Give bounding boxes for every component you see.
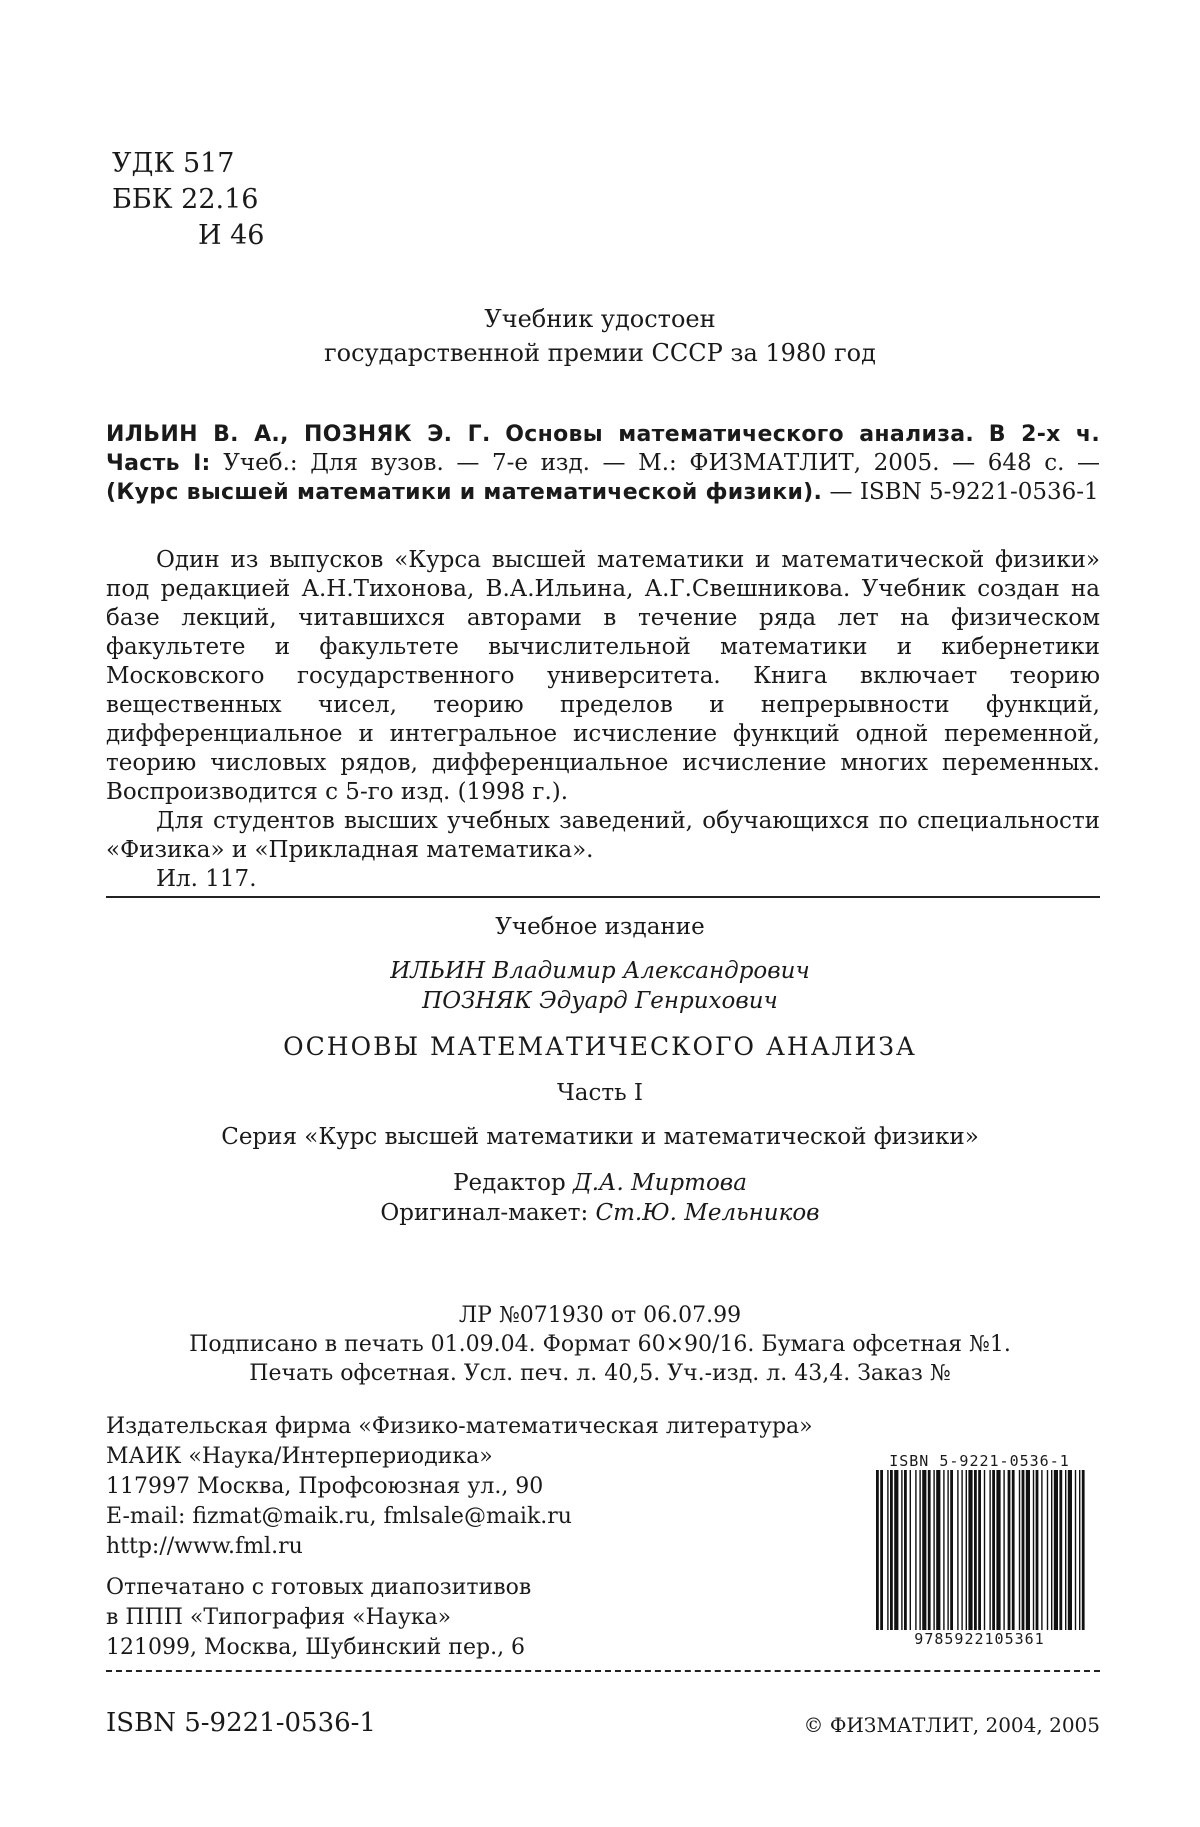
biblio-authors: ИЛЬИН В. А., ПОЗНЯК Э. Г. <box>106 422 491 447</box>
book-series: Серия «Курс высшей математики и математической физики» <box>221 1124 979 1150</box>
classification-codes <box>112 146 265 254</box>
biblio-title: Основы математического анализа. <box>505 422 975 447</box>
biblio-part: Часть I: <box>106 451 211 476</box>
bibliographic-record <box>106 420 1100 507</box>
publisher-website: http://www.fml.ru <box>106 1534 303 1559</box>
barcode-ean-text: 9785922105361 <box>914 1630 1045 1648</box>
signed-line: Подписано в печать 01.09.04. Формат 60×90/16. Бумага офсетная №1. <box>189 1332 1011 1357</box>
editor-line <box>0 1168 1200 1198</box>
separator-rule <box>106 896 1100 898</box>
biblio-isbn: — ISBN 5-9221-0536-1 <box>829 479 1099 505</box>
book-part: Часть I <box>556 1080 643 1106</box>
award-line-2: государственной премии СССР за 1980 год <box>324 339 876 367</box>
print-line: Печать офсетная. Усл. печ. л. 40,5. Уч.-изд. л. 43,4. Заказ № <box>249 1361 951 1386</box>
udk-code: УДК 517 <box>112 148 235 179</box>
author-index: И 46 <box>198 220 265 251</box>
book-title: ОСНОВЫ МАТЕМАТИЧЕСКОГО АНАЛИЗА <box>283 1032 917 1061</box>
biblio-series: (Курс высшей математики и математической физики). <box>106 480 823 505</box>
printer-address: 121099, Москва, Шубинский пер., 6 <box>106 1635 526 1660</box>
publisher-email: E-mail: fizmat@maik.ru, fmlsale@maik.ru <box>106 1504 572 1529</box>
biblio-parts: В 2-х ч. <box>988 422 1100 447</box>
illustrations-count: Ил. 117. <box>156 866 257 892</box>
bbk-code: ББК 22.16 <box>112 184 259 215</box>
printer-info <box>106 1573 531 1663</box>
edition-type: Учебное издание <box>495 914 705 940</box>
publisher-line-1: Издательская фирма «Физико-математическая литература» <box>106 1414 813 1439</box>
license-line: ЛР №071930 от 06.07.99 <box>458 1303 742 1328</box>
printer-line-2: в ППП «Типография «Наука» <box>106 1605 452 1630</box>
publisher-info <box>106 1412 813 1562</box>
biblio-details: Учеб.: Для вузов. — 7-е изд. — М.: ФИЗМАТЛИТ, 2005. — 648 с. — <box>223 450 1101 476</box>
footer-copyright: © ФИЗМАТЛИТ, 2004, 2005 <box>803 1713 1100 1737</box>
isbn-barcode <box>872 1452 1087 1648</box>
author-1: ИЛЬИН Владимир Александрович <box>390 958 810 984</box>
footer-isbn: ISBN 5-9221-0536-1 <box>106 1708 376 1738</box>
barcode-isbn-text: ISBN 5-9221-0536-1 <box>889 1452 1070 1470</box>
abstract <box>106 546 1100 894</box>
cut-line <box>106 1670 1100 1672</box>
imprint-block <box>0 912 1200 1228</box>
layout-label: Оригинал-макет: <box>380 1200 589 1226</box>
printer-line-1: Отпечатано с готовых диапозитивов <box>106 1575 532 1600</box>
audience-paragraph: Для студентов высших учебных заведений, обучающихся по специальности «Физика» и «Прикладная математика». <box>106 808 1100 863</box>
barcode-icon <box>872 1470 1087 1630</box>
author-2: ПОЗНЯК Эдуард Генрихович <box>422 988 778 1014</box>
award-note <box>0 302 1200 370</box>
print-specifications <box>0 1301 1200 1388</box>
award-line-1: Учебник удостоен <box>484 305 716 333</box>
layout-line <box>0 1198 1200 1228</box>
publisher-address: 117997 Москва, Профсоюзная ул., 90 <box>106 1474 544 1499</box>
editor-name: Д.А. Миртова <box>573 1170 747 1196</box>
abstract-paragraph: Один из выпусков «Курса высшей математики и математической физики» под редакцией А.Н.Тихонова, В.А.Ильина, А.Г.Свешникова. Учебник создан на базе лекций, читавшихся авторами в течение ряда лет на физическом факультете и факультете вычислительной математики и кибернетики Московского государственного университета. Книга включает теорию вещественных чисел, теорию пределов и непрерывности функций, дифференциальное и интегральное исчисление функций одной переменной, теорию числовых рядов, дифференциальное исчисление многих переменных. Воспроизводится с 5-го изд. (1998 г.). <box>106 547 1100 805</box>
publisher-line-2: МАИК «Наука/Интерпериодика» <box>106 1444 493 1469</box>
layout-name: Ст.Ю. Мельников <box>595 1200 820 1226</box>
editor-label: Редактор <box>453 1170 566 1196</box>
